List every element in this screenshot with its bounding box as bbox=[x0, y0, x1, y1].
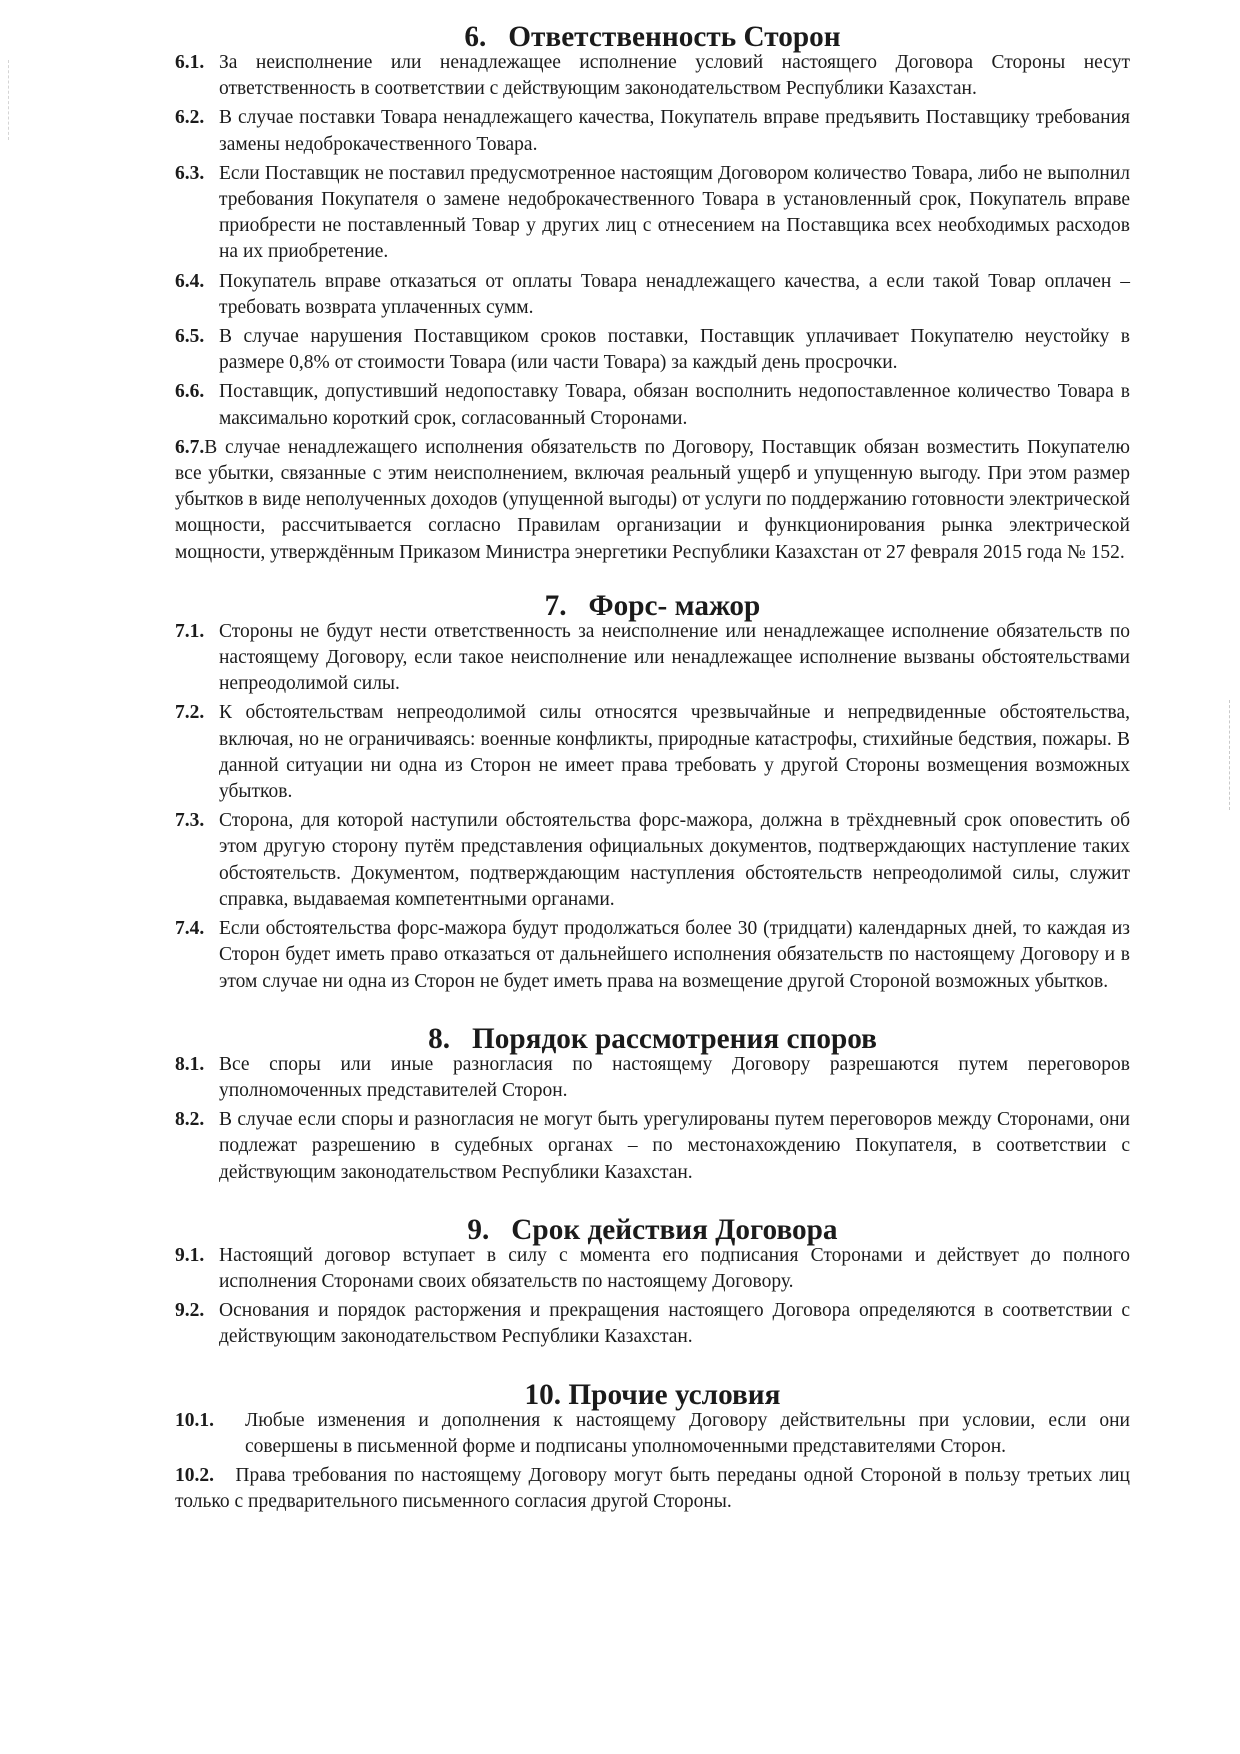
document-page bbox=[175, 21, 1130, 1518]
clause-text: Если Поставщик не поставил предусмотренное настоящим Договором количество Товара, либо не выполнил требования Покупателя о замене недоброкачественного Товара в установленный срок, Покупатель вправе приобрести не поставленный Товар у других лиц с отнесением на Поставщика всех необходимых расходов на их приобретение. bbox=[219, 162, 1130, 263]
clause-7-2 bbox=[175, 700, 1130, 805]
scan-edge-mark-left bbox=[8, 60, 11, 140]
clause-6-4 bbox=[175, 269, 1130, 321]
clause-number: 6.5. bbox=[175, 326, 205, 348]
clause-6-6 bbox=[175, 379, 1130, 431]
clause-number: 6.2. bbox=[175, 107, 205, 129]
clause-text: К обстоятельствам непреодолимой силы относятся чрезвычайные и непредвиденные обстоятельства, включая, но не ограничиваясь: военные конфликты, природные катастрофы, стихийные бедствия, пожары. В данной ситуации ни одна из Сторон не имеет права требовать у другой Стороны возмещения возможных убытков. bbox=[219, 702, 1130, 803]
clause-text: За неисполнение или ненадлежащее исполнение условий настоящего Договора Стороны несут ответственность в соответствии с действующим законодательством Республики Казахстан. bbox=[219, 52, 1130, 100]
section-force-majeure bbox=[175, 589, 1130, 995]
clause-number: 6.3. bbox=[175, 162, 205, 184]
section-dispute-resolution bbox=[175, 1022, 1130, 1186]
clause-number: 7.2. bbox=[175, 702, 205, 724]
clause-9-1 bbox=[175, 1243, 1130, 1295]
section-title: 6. Ответственность Сторон bbox=[464, 21, 841, 53]
clause-number: 6.1. bbox=[175, 52, 205, 73]
clause-number: 10.2. bbox=[175, 1464, 214, 1486]
clause-number: 9.1. bbox=[175, 1244, 205, 1266]
clause-6-3 bbox=[175, 161, 1130, 266]
clause-text: Основания и порядок расторжения и прекращения настоящего Договора определяются в соответствии с действующим законодательством Республики Казахстан. bbox=[219, 1300, 1130, 1348]
clause-number: 10.1. bbox=[175, 1409, 214, 1431]
clause-text: В случае нарушения Поставщиком сроков поставки, Поставщик уплачивает Покупателю неустойку в размере 0,8% от стоимости Товара (или части Товара) за каждый день просрочки. bbox=[219, 326, 1130, 374]
clause-text: В случае ненадлежащего исполнения обязательств по Договору, Поставщик обязан возместить Покупателю все убытки, связанные с этим неисполнением, включая реальный ущерб и упущенную выгоду. При этом размер убытков в виде неполученных доходов (упущенной выгоды) от услуги по поддержанию готовности электрической мощности, рассчитывается согласно Правилам организации и функционирования рынка электрической мощности, утверждённым Приказом Министра энергетики Республики Казахстан от 27 февраля 2015 года № 152. bbox=[175, 436, 1130, 563]
clause-7-4 bbox=[175, 916, 1130, 995]
clause-10-1 bbox=[175, 1408, 1130, 1460]
clause-text: Стороны не будут нести ответственность за неисполнение или ненадлежащее исполнение обязательств по настоящему Договору, если такое неисполнение или ненадлежащее исполнение вызваны обстоятельствами непреодолимой силы. bbox=[219, 620, 1130, 695]
clause-number: 8.2. bbox=[175, 1109, 205, 1131]
clause-number: 6.4. bbox=[175, 270, 205, 292]
clause-6-1 bbox=[175, 50, 1130, 102]
clause-number: 6.6. bbox=[175, 381, 205, 403]
clause-text: Покупатель вправе отказаться от оплаты Товара ненадлежащего качества, а если такой Товар оплачен – требовать возврата уплаченных сумм. bbox=[219, 270, 1130, 318]
clause-9-2 bbox=[175, 1298, 1130, 1350]
section-term bbox=[175, 1213, 1130, 1351]
section-liability bbox=[175, 21, 1130, 566]
clause-text: Любые изменения и дополнения к настоящему Договору действительны при условии, если они совершены в письменной форме и подписаны уполномоченными представителями Сторон. bbox=[245, 1409, 1130, 1457]
clause-text: В случае поставки Товара ненадлежащего качества, Покупатель вправе предъявить Поставщику требования замены недоброкачественного Товара. bbox=[219, 107, 1130, 155]
clause-8-2 bbox=[175, 1107, 1130, 1186]
clause-8-1 bbox=[175, 1052, 1130, 1104]
clause-7-3 bbox=[175, 808, 1130, 913]
scan-edge-mark-right bbox=[1229, 700, 1232, 810]
clause-number: 7.1. bbox=[175, 620, 205, 642]
section-title: 7. Форс- мажор bbox=[544, 589, 761, 622]
clause-text: Сторона, для которой наступили обстоятельства форс-мажора, должна в трёхдневный срок оповестить об этом другую сторону путём представления официальных документов, подтверждающих наступление таких обстоятельств. Документом, подтверждающим наступления обстоятельств непреодолимой силы, служит справка, выдаваемая компетентными органами. bbox=[219, 810, 1130, 910]
section-title: 10. Прочие условия bbox=[524, 1378, 781, 1411]
clause-number: 8.1. bbox=[175, 1053, 205, 1075]
clause-10-2 bbox=[175, 1463, 1130, 1515]
clause-text: В случае если споры и разногласия не могут быть урегулированы путем переговоров между Сторонами, они подлежат разрешению в судебных органах – по местонахождению Покупателя, в соответствии с действующим законодательством Республики Казахстан. bbox=[219, 1109, 1130, 1183]
clause-text: Права требования по настоящему Договору могут быть переданы одной Стороной в пользу третьих лиц только с предварительного письменного согласия другой Стороны. bbox=[175, 1464, 1130, 1513]
clause-6-7 bbox=[175, 435, 1130, 566]
clause-text: Все споры или иные разногласия по настоящему Договору разрешаются путем переговоров уполномоченных представителей Сторон. bbox=[219, 1053, 1130, 1101]
clause-7-1 bbox=[175, 619, 1130, 698]
clause-6-2 bbox=[175, 105, 1130, 157]
clause-text: Поставщик, допустивший недопоставку Товара, обязан восполнить недопоставленное количество Товара в максимально короткий срок, согласованный Сторонами. bbox=[219, 381, 1130, 429]
section-other-terms bbox=[175, 1378, 1130, 1516]
section-title: 8. Порядок рассмотрения споров bbox=[428, 1022, 877, 1055]
clause-number: 6.7. bbox=[175, 436, 205, 458]
clause-text: Если обстоятельства форс-мажора будут продолжаться более 30 (тридцати) календарных дней, то каждая из Сторон будет иметь право отказаться от дальнейшего исполнения обязательств по настоящему Договору и в этом случае ни одна из Сторон не будет иметь права на возмещение другой Стороной возможных убытков. bbox=[219, 918, 1130, 992]
clause-number: 7.3. bbox=[175, 810, 205, 832]
clause-number: 7.4. bbox=[175, 918, 205, 940]
clause-6-5 bbox=[175, 324, 1130, 376]
clause-number: 9.2. bbox=[175, 1300, 205, 1322]
section-title: 9. Срок действия Договора bbox=[467, 1213, 838, 1246]
clause-text: Настоящий договор вступает в силу с момента его подписания Сторонами и действует до полного исполнения Сторонами своих обязательств по настоящему Договору. bbox=[219, 1244, 1130, 1292]
